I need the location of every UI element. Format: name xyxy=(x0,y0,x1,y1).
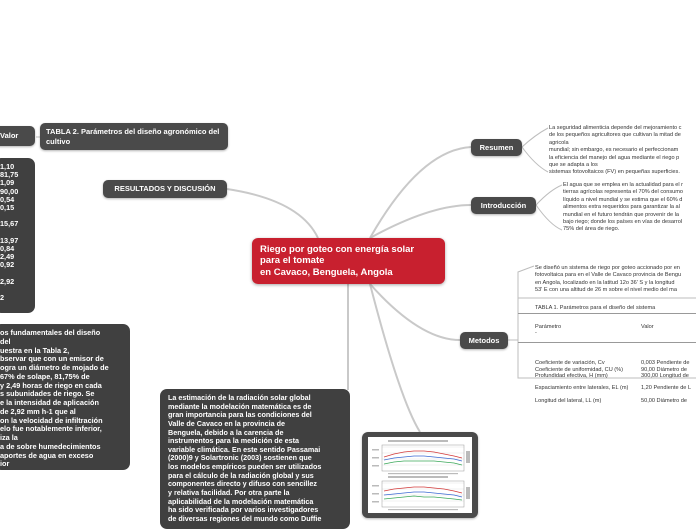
intro-line: alimentos extra requeridos para garantizar la al xyxy=(563,204,680,211)
paragraph-line: del xyxy=(0,336,11,346)
paragraph-line: elo fue notablemente inferior, xyxy=(0,424,102,434)
paragraph-line: 67% de solape, 81,75% de xyxy=(0,371,90,381)
value-item xyxy=(0,286,29,294)
paragraph-line: aplicabilidad de la modelación matemática xyxy=(168,496,314,506)
paragraph-line: Benguela, debido a la carencia de xyxy=(168,427,284,437)
paragraph-line: componentes directo y difuso con sencillez xyxy=(168,479,317,489)
paragraph-line: on la velocidad de infiltración xyxy=(0,415,103,425)
tabla1-dot: - xyxy=(535,330,537,336)
paragraph-line: Valle de Cavaco en la provincia de xyxy=(168,418,286,428)
table-row-value: 300,00 Longitud de xyxy=(641,373,689,379)
resumen-line: La seguridad alimenticia depende del mejoramiento c xyxy=(549,125,682,131)
valor-node[interactable]: Valor xyxy=(0,126,35,146)
metodos-line xyxy=(535,280,696,287)
table-row-label: Coeficiente de variación, Cv xyxy=(535,360,605,366)
intro-line: 75% del área de riego. xyxy=(563,226,620,233)
tabla2-node[interactable]: TABLA 2. Parámetros del diseño agronómico del cultivo xyxy=(40,123,228,150)
paragraph-line: variable climática. En este sentido Passamai xyxy=(168,444,321,454)
paragraph-line: (2000)9 y Solartronic (2003) sostienen que xyxy=(168,453,312,463)
metodos-text xyxy=(535,265,696,295)
paragraph-line: e la intensidad de aplicación xyxy=(0,398,99,407)
paragraph-line: gran importancia para las condiciones del xyxy=(168,410,312,420)
paragraph-line: de 2,92 mm h-1 que al xyxy=(0,406,76,416)
tabla1-col-valor: Valor xyxy=(641,324,654,330)
tabla1-title: TABLA 1. Parámetros para el diseño del sistema xyxy=(535,305,656,311)
introduccion-text xyxy=(563,182,696,234)
value-item: 0,15 xyxy=(0,203,15,213)
metodos-node[interactable]: Metodos xyxy=(460,332,508,349)
intro-line: líquido a nivel mundial y se estima que el 60% d xyxy=(563,196,683,203)
paragraph-line: bservar que con un emisor de xyxy=(0,354,104,364)
metodos-line: 53' E con una altitud de 26 m sobre el nivel medio del ma xyxy=(535,287,677,294)
introduccion-node[interactable]: Introducción xyxy=(471,197,536,214)
paragraph-line: os fundamentales del diseño xyxy=(0,328,101,337)
value-item: 90,00 xyxy=(0,186,19,196)
metodos-line xyxy=(535,265,696,272)
value-item: 2,92 xyxy=(0,276,15,286)
table-divider xyxy=(518,313,696,314)
paragraph-line: aportes de agua en exceso xyxy=(0,450,94,460)
metodos-prefix: Se dis xyxy=(535,265,551,271)
resumen-line: de los pequeños agricultores que cultivan la mitad de xyxy=(549,132,681,139)
table-row-label: Espaciamiento entre laterales, EL (m) xyxy=(535,385,629,391)
resumen-text xyxy=(549,125,696,177)
paragraph-line: s subunidades de riego. Se xyxy=(0,389,95,399)
value-item: 0,84 xyxy=(0,243,15,253)
table-row-label: Coeficiente de uniformidad, CU (%) xyxy=(535,367,623,373)
intro-line: bajo riego; donde los países en vías de desarrol xyxy=(563,218,683,225)
central-topic-line1: Riego por goteo con energía solar xyxy=(260,244,415,255)
paragraph-line: La estimación de la radiación solar global xyxy=(168,393,311,402)
metodos-line-text: eñó un sistema de riego por goteo accionado por en xyxy=(550,265,680,271)
resumen-node[interactable]: Resumen xyxy=(471,139,522,156)
value-item: 1,09 xyxy=(0,178,15,188)
chart-image-node[interactable] xyxy=(362,432,478,518)
value-item: 2 xyxy=(0,292,5,302)
table-divider xyxy=(518,342,696,343)
intro-line: mundial en el futuro tendrán que provenir de la xyxy=(563,211,679,218)
central-topic-line3: en Cavaco, Benguela, Angola xyxy=(260,266,393,278)
tabla1-col-parametro: Parámetro xyxy=(535,324,562,330)
value-item: 1,10 xyxy=(0,162,15,171)
paragraph-line: para el cálculo de la radiación global y sus xyxy=(168,470,314,480)
value-item: 2,49 xyxy=(0,252,15,262)
paragraph-line: ha sido verificada por varios investigadores xyxy=(168,505,319,515)
radiation-paragraph[interactable] xyxy=(160,389,350,529)
table-row-value: 50,00 Diámetro de xyxy=(641,398,688,404)
chart-thumbnail xyxy=(368,437,472,513)
value-item: 81,75 xyxy=(0,170,19,180)
value-item: 15,67 xyxy=(0,219,19,229)
value-item: 0,92 xyxy=(0,260,15,270)
table-row-value: 0,003 Pendiente de xyxy=(641,360,690,366)
central-topic-line2: para el tomate xyxy=(260,255,325,267)
table-row-label: Profundidad efectiva, H (mm) xyxy=(535,373,608,379)
paragraph-line: de diversas regiones del mundo como Duffie xyxy=(168,513,322,523)
paragraph-line: ior xyxy=(0,459,10,469)
table-row-label: Longitud del lateral, LL (m) xyxy=(535,398,602,404)
resultados-node[interactable]: RESULTADOS Y DISCUSIÓN xyxy=(103,180,227,198)
resumen-line: que se adapta a los xyxy=(549,161,598,168)
paragraph-line: a de sobre humedecimientos xyxy=(0,441,101,451)
resumen-line: sistemas fotovoltaicos (FV) en pequeñas superficies. xyxy=(549,169,680,176)
values-column[interactable] xyxy=(0,158,35,313)
table-row-value: 1,20 Pendiente de L xyxy=(641,385,692,391)
paragraph-line: instrumentos para la medición de esta xyxy=(168,436,300,446)
table-row-value: 90,00 Diámetro de xyxy=(641,367,688,373)
paragraph-line: los modelos empíricos pueden ser utilizados xyxy=(168,462,322,472)
paragraph-line: ogra un diámetro de mojado de xyxy=(0,363,109,372)
metodos-line: fotovoltaica para en el Valle de Cavaco provincia de Bengu xyxy=(535,272,682,279)
intro-line: El agua que se emplea en la actualidad para el r xyxy=(563,182,684,188)
discussion-paragraph[interactable] xyxy=(0,324,130,470)
value-item: 0,54 xyxy=(0,194,15,204)
resumen-line: mundial; sin embargo, es necesario el perfeccionam xyxy=(549,147,679,154)
metodos-line-text: gola, localizado en la latitud 12o 36' S y la longitud xyxy=(549,279,675,286)
central-topic[interactable] xyxy=(252,238,445,284)
paragraph-line: iza la xyxy=(0,433,18,442)
paragraph-line: y 2,49 horas de riego en cada xyxy=(0,380,102,390)
resumen-line: agricola xyxy=(549,139,569,146)
metodos-prefix: en An xyxy=(535,279,550,286)
value-item: 13,97 xyxy=(0,235,19,245)
paragraph-line: y relativa facilidad. Por otra parte la xyxy=(168,488,290,498)
paragraph-line: mediante la modelación matemática es de xyxy=(168,401,312,411)
resumen-line: la eficiencia del manejo del agua mediante el riego p xyxy=(549,154,680,161)
intro-line: tierras agrícolas representa el 70% del consumo xyxy=(563,189,684,196)
paragraph-line: uestra en la Tabla 2, xyxy=(0,345,70,355)
